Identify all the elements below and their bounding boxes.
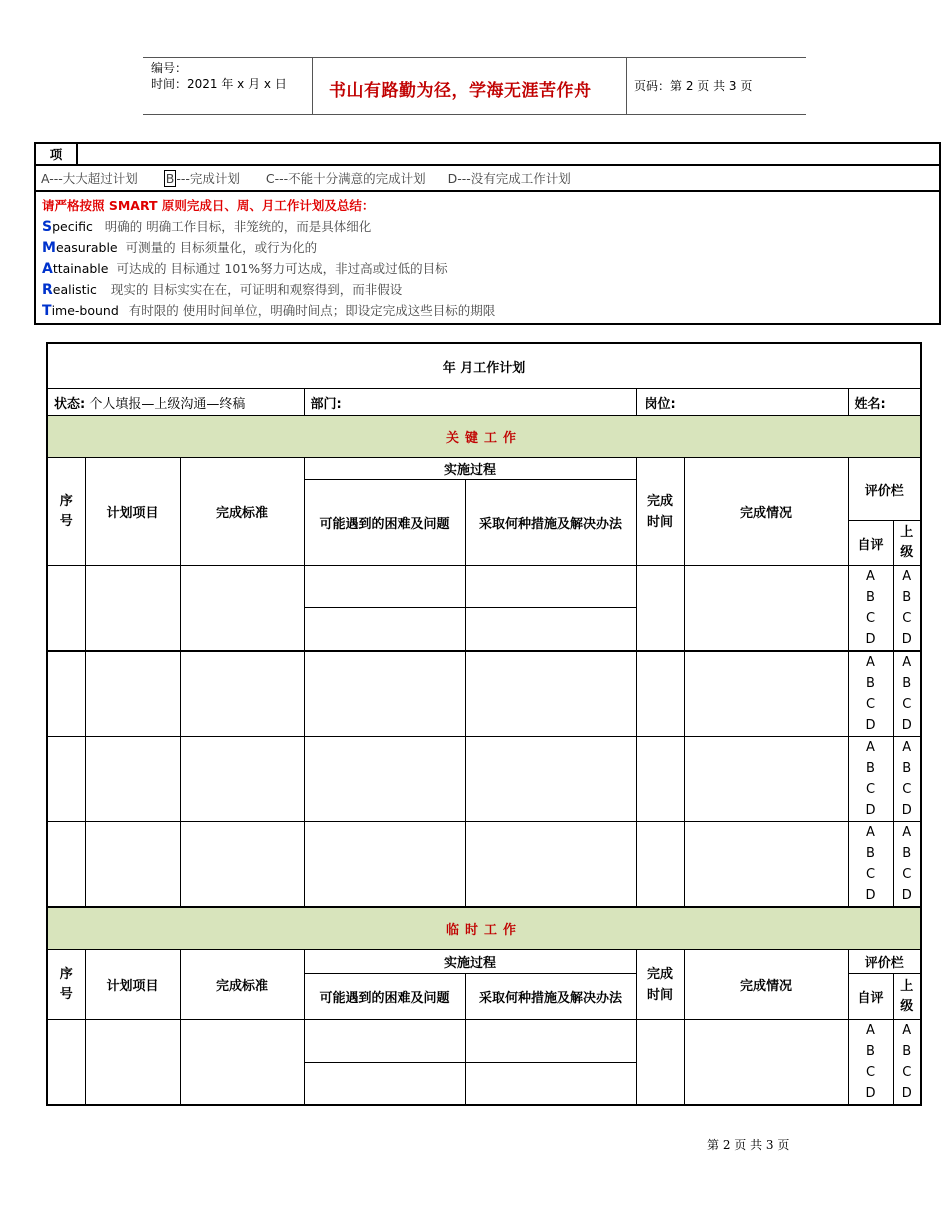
key-row-1-standard[interactable] (180, 566, 304, 652)
key-row-4-seq[interactable] (47, 822, 85, 908)
grade-d: D---没有完成工作计划 (447, 171, 571, 186)
col-superior: 上级 (893, 521, 921, 566)
key-row-2-time[interactable] (636, 651, 684, 737)
key-row-4-problems[interactable] (304, 822, 465, 908)
legend-table (34, 142, 941, 325)
header-time-label: 时间：2021 年 x 月 x 日 (151, 77, 287, 91)
key-row-4-time[interactable] (636, 822, 684, 908)
temp-col-superior: 上级 (893, 974, 921, 1020)
key-row-3-standard[interactable] (180, 737, 304, 822)
temp-col-seq: 序号 (47, 950, 85, 1020)
col-rating: 评价栏 (848, 458, 921, 521)
key-row-1-problems-b[interactable] (304, 607, 465, 651)
temp-col-item: 计划项目 (85, 950, 180, 1020)
col-item: 计划项目 (85, 458, 180, 566)
col-self: 自评 (848, 521, 893, 566)
grade-c: C---不能十分满意的完成计划 (265, 171, 426, 186)
key-row-1-status[interactable] (684, 566, 848, 652)
grade-b-letter: B (165, 171, 175, 186)
col-measures: 采取何种措施及解决办法 (465, 480, 636, 566)
header-page-label: 页码：第 2 页 共 3 页 (634, 79, 753, 93)
key-row-2-seq[interactable] (47, 651, 85, 737)
temp-col-process: 实施过程 (304, 950, 636, 974)
temp-row-1-time[interactable] (636, 1020, 684, 1106)
key-row-2-standard[interactable] (180, 651, 304, 737)
col-status: 完成情况 (684, 458, 848, 566)
key-row-1-problems-a[interactable] (304, 566, 465, 608)
key-row-3-seq[interactable] (47, 737, 85, 822)
key-row-3-problems[interactable] (304, 737, 465, 822)
header-top-rule (143, 57, 806, 58)
key-row-4-standard[interactable] (180, 822, 304, 908)
temp-row-1-item[interactable] (85, 1020, 180, 1106)
key-row-4-superior-grades[interactable]: A B C D (893, 822, 921, 908)
key-row-2-superior-grades[interactable]: A B C D (893, 651, 921, 737)
smart-attainable: Attainable 可达成的 目标通过 101%努力可达成，非过高或过低的目标 (42, 261, 448, 277)
temp-col-status: 完成情况 (684, 950, 848, 1020)
header-number-label: 编号： (151, 61, 188, 75)
key-row-4-item[interactable] (85, 822, 180, 908)
footer-page-number: 第 2 页 共 3 页 (707, 1138, 790, 1152)
temp-row-1-standard[interactable] (180, 1020, 304, 1106)
legend-item-label: 项 (35, 143, 77, 165)
smart-time-bound: Time-bound 有时限的 使用时间单位，明确时间点；即设定完成这些目标的期限 (42, 303, 496, 319)
key-row-1-time[interactable] (636, 566, 684, 652)
key-row-2-status[interactable] (684, 651, 848, 737)
col-process: 实施过程 (304, 458, 636, 480)
smart-specific: Specific 明确的 明确工作目标，非笼统的，而是具体细化 (42, 219, 372, 235)
smart-realistic: Realistic 现实的 目标实实在在，可证明和观察得到，而非假设 (42, 282, 403, 298)
key-row-2-problems[interactable] (304, 651, 465, 737)
key-row-1-self-grades[interactable]: A B C D (848, 566, 893, 652)
key-row-2-item[interactable] (85, 651, 180, 737)
header-bottom-rule (143, 114, 806, 115)
temp-row-1-status[interactable] (684, 1020, 848, 1106)
temp-col-rating: 评价栏 (848, 950, 921, 974)
work-plan-table (46, 342, 922, 1106)
header-motto: 书山有路勤为径，学海无涯苦作舟 (329, 81, 592, 101)
col-problems: 可能遇到的困难及问题 (304, 480, 465, 566)
temp-row-1-superior-grades[interactable]: A B C D (893, 1020, 921, 1106)
temp-col-measures: 采取何种措施及解决办法 (465, 974, 636, 1020)
key-work-header: 关键工作 (47, 416, 921, 458)
department-label[interactable]: 部门: (304, 389, 636, 416)
key-row-1-superior-grades[interactable]: A B C D (893, 566, 921, 652)
grade-b: ---完成计划 (176, 171, 240, 186)
key-row-2-measures[interactable] (465, 651, 636, 737)
legend-item-blank (77, 143, 940, 165)
col-time: 完成时间 (636, 458, 684, 566)
header-divider (626, 58, 627, 114)
temp-col-self: 自评 (848, 974, 893, 1020)
smart-section (35, 191, 940, 324)
key-row-3-item[interactable] (85, 737, 180, 822)
temp-row-1-measures-a[interactable] (465, 1020, 636, 1063)
temp-col-problems: 可能遇到的困难及问题 (304, 974, 465, 1020)
temp-col-time: 完成时间 (636, 950, 684, 1020)
grade-a: A---大大超过计划 (41, 171, 138, 186)
temp-row-1-self-grades[interactable]: A B C D (848, 1020, 893, 1106)
key-row-2-self-grades[interactable]: A B C D (848, 651, 893, 737)
post-label[interactable]: 岗位: (636, 389, 848, 416)
key-row-1-seq[interactable] (47, 566, 85, 652)
plan-title: 年 月工作计划 (47, 343, 921, 389)
col-seq: 序号 (47, 458, 85, 566)
key-row-3-self-grades[interactable]: A B C D (848, 737, 893, 822)
key-row-1-item[interactable] (85, 566, 180, 652)
col-standard: 完成标准 (180, 458, 304, 566)
smart-title: 请严格按照 SMART 原则完成日、周、月工作计划及总结： (42, 198, 375, 213)
smart-measurable: Measurable 可测量的 目标须量化，或行为化的 (42, 240, 318, 256)
key-row-1-measures-b[interactable] (465, 607, 636, 651)
status-label: 状态: (54, 396, 86, 412)
status-value: 个人填报—上级沟通—终稿 (89, 396, 246, 412)
header-divider (312, 58, 313, 114)
temp-col-standard: 完成标准 (180, 950, 304, 1020)
temp-work-header: 临时工作 (47, 907, 921, 950)
temp-row-1-seq[interactable] (47, 1020, 85, 1106)
key-row-3-measures[interactable] (465, 737, 636, 822)
name-label[interactable]: 姓名: (848, 389, 921, 416)
key-row-4-status[interactable] (684, 822, 848, 908)
key-row-4-measures[interactable] (465, 822, 636, 908)
legend-grades-row (35, 165, 940, 191)
key-row-4-self-grades[interactable]: A B C D (848, 822, 893, 908)
key-row-3-time[interactable] (636, 737, 684, 822)
key-row-3-superior-grades[interactable]: A B C D (893, 737, 921, 822)
temp-row-1-problems-a[interactable] (304, 1020, 465, 1063)
key-row-3-status[interactable] (684, 737, 848, 822)
status-cell (47, 389, 304, 416)
key-row-1-measures-a[interactable] (465, 566, 636, 608)
temp-row-1-problems-b[interactable] (304, 1062, 465, 1105)
temp-row-1-measures-b[interactable] (465, 1062, 636, 1105)
